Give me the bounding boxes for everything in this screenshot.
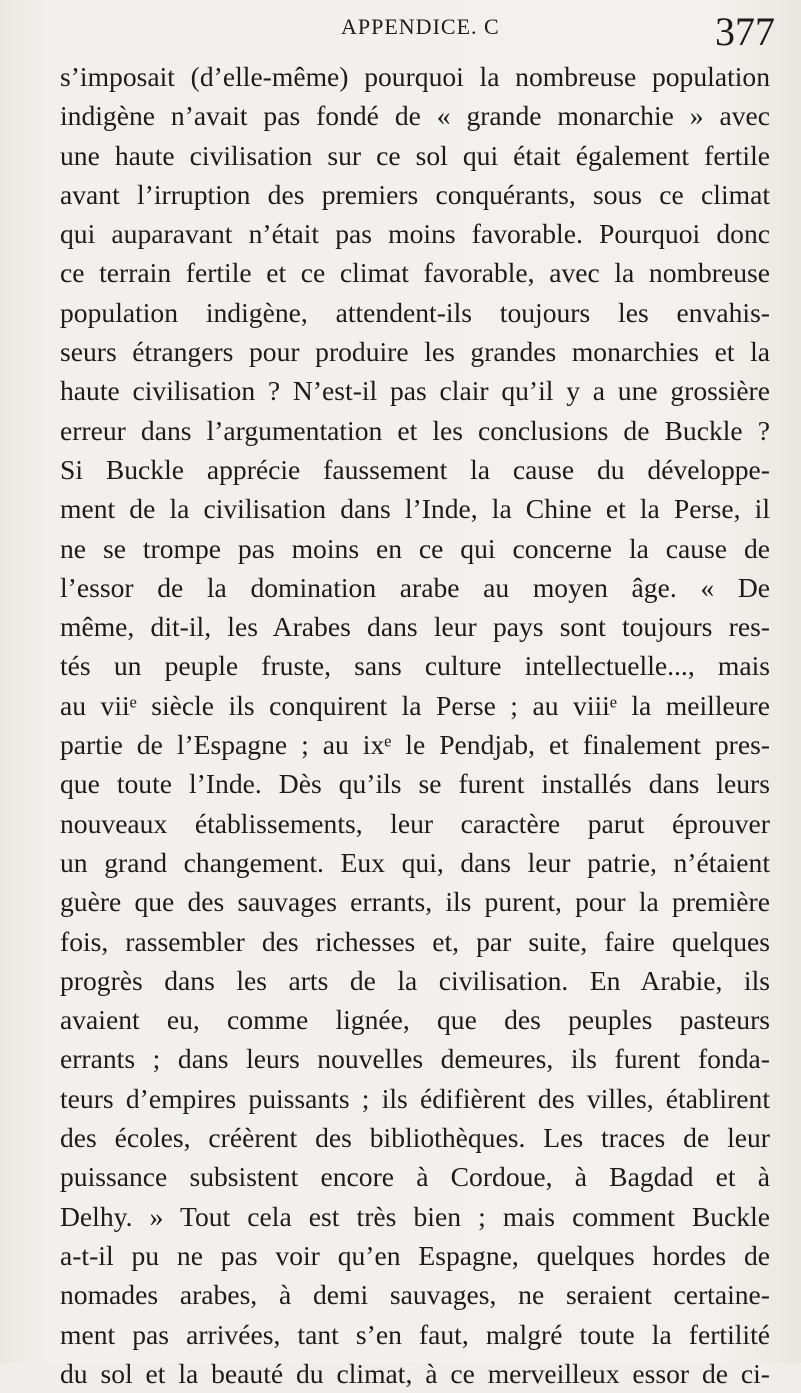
text-line: nomades arabes, à demi sauvages, ne seraient certaine- [60,1279,770,1311]
text-line: haute civilisation ? N’est-il pas clair qu’il y a une grossière [60,375,770,407]
text-line: partie de l’Espagne ; au ixᵉ le Pendjab, et finalement pres- [60,729,770,761]
text-line: nouveaux établissements, leur caractère parut éprouver [60,807,770,839]
running-head: APPENDICE. C [341,14,500,39]
body-text [60,57,770,1393]
text-line: a-t-il pu ne pas voir qu’en Espagne, quelques hordes de [60,1239,770,1271]
text-line: une haute civilisation sur ce sol qui était également fertile [60,139,770,171]
text-line: Si Buckle apprécie faussement la cause du développe- [60,453,770,485]
page-number: 377 [715,9,775,54]
text-line: indigène n’avait pas fondé de « grande monarchie » avec [60,100,770,132]
text-line: avaient eu, comme lignée, que des peuples pasteurs [60,1004,770,1036]
text-line: l’essor de la domination arabe au moyen âge. « De [60,571,770,603]
text-line: que toute l’Inde. Dès qu’ils se furent installés dans leurs [60,768,770,800]
text-line: un grand changement. Eux qui, dans leur patrie, n’étaient [60,846,770,878]
text-line: ne se trompe pas moins en ce qui concerne la cause de [60,532,770,564]
text-line: s’imposait (d’elle-même) pourquoi la nombreuse population [60,61,770,92]
text-line: fois, rassembler des richesses et, par suite, faire quelques [60,925,770,957]
text-line: qui auparavant n’était pas moins favorable. Pourquoi donc [60,218,770,250]
text-line: Delhy. » Tout cela est très bien ; mais comment Buckle [60,1200,770,1232]
text-line: ment de la civilisation dans l’Inde, la Chine et la Perse, il [60,493,770,525]
text-line: puissance subsistent encore à Cordoue, à Bagdad et à [60,1161,770,1193]
text-line: au viiᵉ siècle ils conquirent la Perse ; au viiiᵉ la meilleure [60,689,770,721]
text-line: progrès dans les arts de la civilisation. En Arabie, ils [60,964,770,996]
text-line: erreur dans l’argumentation et les conclusions de Buckle ? [60,414,770,446]
text-line: ment pas arrivées, tant s’en faut, malgré toute la fertilité [60,1318,770,1350]
text-line: population indigène, attendent-ils toujours les envahis- [60,296,770,328]
text-line: ce terrain fertile et ce climat favorable, avec la nombreuse [60,257,770,289]
text-line: des écoles, créèrent des bibliothèques. Les traces de leur [60,1122,770,1154]
text-line: même, dit-il, les Arabes dans leur pays sont toujours res- [60,611,770,643]
text-line: guère que des sauvages errants, ils purent, pour la première [60,886,770,918]
text-line: teurs d’empires puissants ; ils édifièrent des villes, établirent [60,1082,770,1114]
text-line: errants ; dans leurs nouvelles demeures, ils furent fonda- [60,1043,770,1075]
text-line: seurs étrangers pour produire les grandes monarchies et la [60,336,770,368]
text-line: avant l’irruption des premiers conquérants, sous ce climat [60,178,770,210]
text-line: du sol et la beauté du climat, à ce merveilleux essor de ci- [60,1357,770,1389]
page-header [56,8,775,58]
text-line: tés un peuple fruste, sans culture intellectuelle..., mais [60,650,770,682]
